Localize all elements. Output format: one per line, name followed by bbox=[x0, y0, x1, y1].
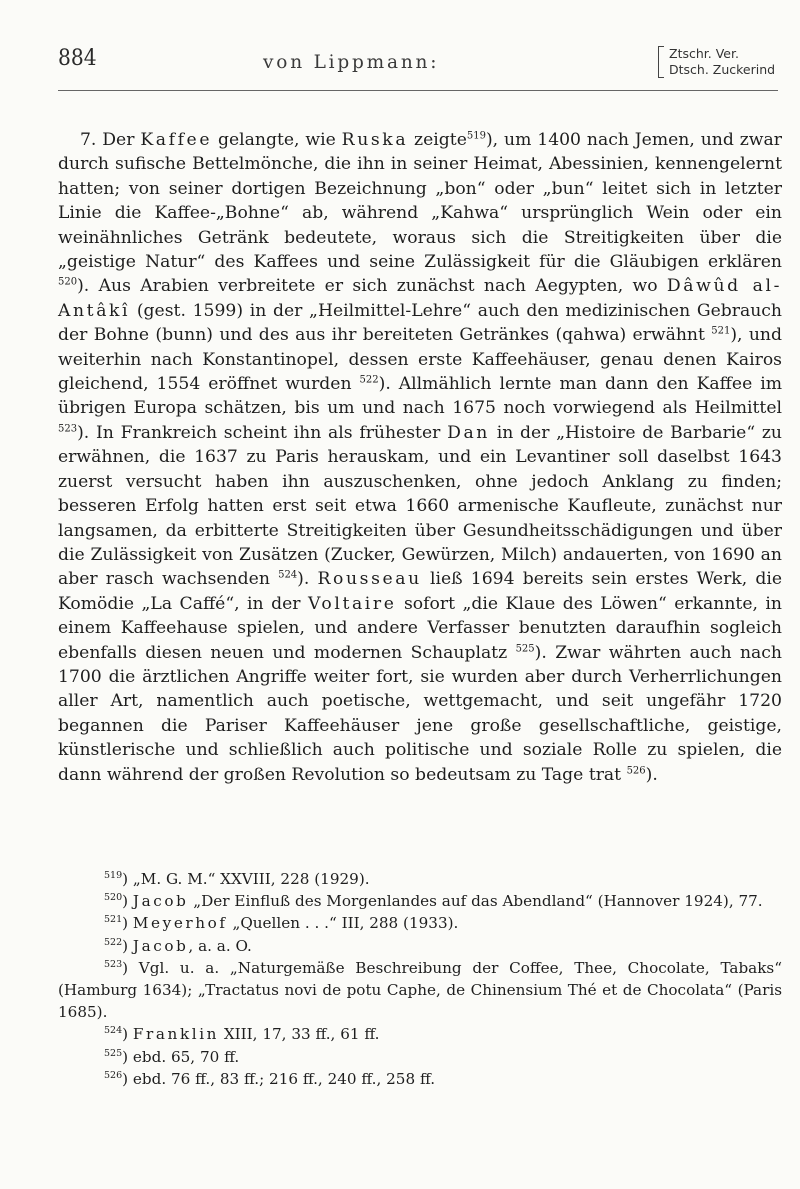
footnote-paren: ) bbox=[122, 1025, 133, 1044]
footnote-text: ) ebd. 76 ff., 83 ff.; 216 ff., 240 ff., 258 ff. bbox=[122, 1069, 436, 1088]
footnote-paren: ) bbox=[122, 914, 133, 933]
footnote-ref-521: 521 bbox=[711, 325, 731, 337]
spaced-term-kaffee: Kaffee bbox=[140, 130, 213, 150]
main-paragraph bbox=[58, 128, 782, 787]
text-run: ). Aus Arabien verbreitete er sich zunächst nach Aegypten, wo bbox=[77, 276, 667, 297]
footnote-number: 523 bbox=[104, 958, 123, 970]
footnote-text: ) Vgl. u. a. „Naturgemäße Beschreibung der Coffee, Thee, Chocolate, Tabaks“ (Hamburg 1634); „Tractatus novi de potu Caphe, de Chinensium Thé et de Chocolata“ (Paris 1685). bbox=[58, 958, 782, 1022]
running-title: von Lippmann: bbox=[263, 52, 440, 73]
author-dawud: Dâwûd al-Antâkî bbox=[58, 276, 783, 321]
footnote-ref-520: 520 bbox=[58, 276, 78, 288]
footnote-number: 522 bbox=[104, 936, 123, 948]
text-run: (gest. 1599) in der „Heilmittel-Lehre“ auch den medizinischen Gebrauch der Bohne (bunn) und des aus ihr bereiteten Getränkes (qahwa) erwähnt bbox=[58, 300, 782, 346]
footnote-text: ) ebd. 65, 70 ff. bbox=[122, 1047, 240, 1066]
text-run: in der „Histoire de Barbarie“ zu erwähnen, die 1637 zu Paris herauskam, und ein Levantiner soll daselbst 1643 zuerst versucht haben ihn auszuschenken, ohne jedoch Anklang zu finden; besseren Erfolg hatten erst seit etwa 1660 armenische Kaufleute, zunächst nur langsamen, da erbitterte Streitigkeiten über Gesundheitsschädigungen und über die Zulässigkeit von Zusätzen (Zucker, Gewürzen, Milch) andauerten, von 1690 an aber rasch wachsenden bbox=[58, 422, 782, 590]
footnote-522 bbox=[58, 935, 782, 957]
footnote-number: 520 bbox=[104, 892, 123, 904]
text-run: ). In Frankreich scheint ihn als frühester bbox=[77, 422, 448, 443]
footnote-number: 519 bbox=[104, 869, 123, 881]
author-dan: Dan bbox=[447, 422, 490, 443]
header-rule bbox=[58, 90, 778, 91]
footnote-number: 525 bbox=[104, 1047, 123, 1059]
text-run: ). bbox=[297, 569, 318, 590]
footnote-519 bbox=[58, 868, 782, 890]
author-voltaire: Voltaire bbox=[307, 593, 397, 614]
author-rousseau: Rousseau bbox=[317, 569, 422, 590]
footnote-text: , a. a. O. bbox=[188, 936, 252, 955]
footnote-523 bbox=[58, 957, 782, 1024]
footnote-number: 521 bbox=[104, 914, 123, 926]
journal-line-1: Ztschr. Ver. bbox=[669, 46, 739, 61]
footnote-text: „Der Einfluß des Morgenlandes auf das Abendland“ (Hannover 1924), 77. bbox=[188, 892, 763, 911]
text-run: gelangte, wie bbox=[212, 130, 342, 150]
footnote-ref-522: 522 bbox=[359, 374, 379, 386]
footnote-text: „Quellen . . .“ III, 288 (1933). bbox=[227, 914, 459, 933]
author-ruska: Ruska bbox=[341, 130, 409, 150]
footnote-author: Meyerhof bbox=[132, 914, 228, 933]
text-run: sofort „die Klaue des Löwen“ erkannte, in einem Kaffeehause spielen, und andere Verfasser benutzten daraufhin sogleich ebenfalls diesen neuen und modernen Schauplatz bbox=[58, 593, 783, 663]
footnote-author: Jacob bbox=[132, 892, 189, 911]
footnotes bbox=[58, 868, 782, 1090]
footnote-525 bbox=[58, 1046, 782, 1068]
journal-reference bbox=[658, 46, 775, 78]
text-run: ). Allmählich lernte man dann den Kaffee im übrigen Europa schätzen, bis um und nach 1675 noch vorwiegend als Heilmittel bbox=[58, 374, 783, 419]
footnote-number: 524 bbox=[104, 1025, 123, 1037]
footnote-text: XIII, 17, 33 ff., 61 ff. bbox=[219, 1025, 380, 1044]
text-run: ), und weiterhin nach Konstantinopel, dessen erste Kaffeehäuser, genau denen Kairos gleichend, 1554 eröffnet wurden bbox=[58, 325, 782, 395]
text-run: ließ 1694 bereits sein erstes Werk, die Komödie „La Caffé“, in der bbox=[58, 569, 782, 614]
page-header bbox=[58, 46, 778, 94]
footnote-paren: ) bbox=[122, 892, 133, 911]
page-number: 884 bbox=[58, 46, 97, 71]
footnote-521 bbox=[58, 912, 782, 934]
footnote-paren: ) bbox=[122, 936, 133, 955]
text-run: 7. Der bbox=[80, 130, 141, 150]
text-run: ). Zwar währten auch nach 1700 die ärztlichen Angriffe weiter fort, sie wurden aber durch Verherrlichungen aller Art, namentlich auch poetische, wettgemacht, und seit ungefähr 1720 begannen die Pariser Kaffeehäuser jene große gesellschaftliche, geistige, künstlerische und schließlich auch politische und soziale Rolle zu spielen, die dann während der großen Revolution so bedeutsam zu Tage trat bbox=[58, 642, 782, 785]
footnote-ref-526: 526 bbox=[626, 764, 646, 776]
footnote-ref-523: 523 bbox=[58, 423, 78, 435]
footnote-526 bbox=[58, 1068, 782, 1090]
footnote-524 bbox=[58, 1023, 782, 1045]
footnote-number: 526 bbox=[104, 1069, 123, 1081]
footnote-ref-524: 524 bbox=[278, 569, 298, 581]
footnote-text: ) „M. G. M.“ XXVIII, 228 (1929). bbox=[122, 870, 370, 888]
text-run: ), um 1400 nach Jemen, und zwar durch sufische Bettelmönche, die ihn in seiner Heimat, Abessinien, kennengelernt hatten; von seiner dortigen Bezeichnung „bon“ oder „bun“ leitet sich in letzter Linie die Kaffee-„Bohne“ ab, während „Kahwa“ ursprünglich Wein oder ein weinähnliches Getränk bedeutete, woraus sich die Streitigkeiten über die „geistige Natur“ des Kaffees und seine Zulässigkeit für die Gläubigen erklären bbox=[58, 130, 782, 273]
text-run: zeigte bbox=[408, 130, 467, 150]
footnote-ref-525: 525 bbox=[515, 642, 535, 654]
footnote-author: Jacob bbox=[132, 936, 189, 955]
footnote-ref-519: 519 bbox=[466, 130, 486, 142]
footnote-author: Franklin bbox=[132, 1025, 220, 1044]
journal-line-2: Dtsch. Zuckerind bbox=[669, 62, 776, 77]
text-run: ). bbox=[645, 764, 658, 785]
footnote-520 bbox=[58, 890, 782, 912]
